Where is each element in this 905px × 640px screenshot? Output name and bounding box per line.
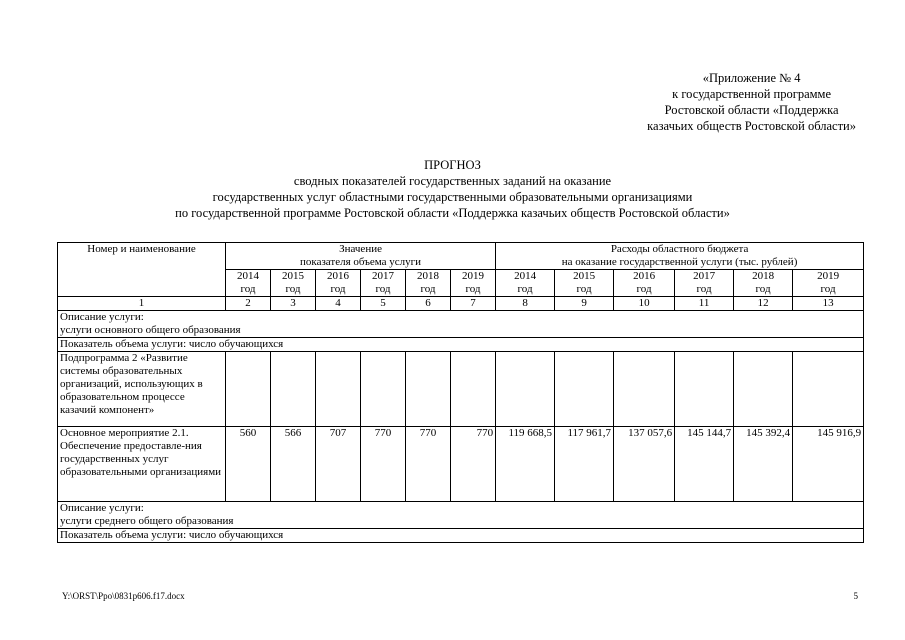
header-volume-line2: показателя объема услуги <box>300 256 422 268</box>
column-number: 8 <box>496 297 555 311</box>
column-number: 11 <box>675 297 734 311</box>
document-title <box>0 157 905 221</box>
volume-value: 566 <box>271 427 316 502</box>
year-cell: 2014 год <box>496 270 555 297</box>
volume-value: 770 <box>406 427 451 502</box>
expense-value: 117 961,7 <box>555 427 614 502</box>
forecast-table <box>57 242 864 543</box>
service-description-cell <box>58 311 864 338</box>
title-heading: ПРОГНОЗ <box>424 158 481 172</box>
empty-cell <box>614 352 675 427</box>
empty-cell <box>734 352 793 427</box>
header-name-cell: Номер и наименование <box>58 243 226 297</box>
header-volume-group <box>226 243 496 270</box>
column-number-row <box>58 297 864 311</box>
expense-value: 145 392,4 <box>734 427 793 502</box>
expense-value: 145 144,7 <box>675 427 734 502</box>
expense-value: 119 668,5 <box>496 427 555 502</box>
title-line: государственных услуг областными государственными образовательными организациями <box>212 190 693 204</box>
volume-value: 560 <box>226 427 271 502</box>
year-cell: 2015 год <box>555 270 614 297</box>
column-number: 13 <box>793 297 864 311</box>
year-cell: 2018 год <box>734 270 793 297</box>
empty-cell <box>316 352 361 427</box>
header-expense-line2: на оказание государственной услуги (тыс. рублей) <box>561 256 798 268</box>
column-number: 3 <box>271 297 316 311</box>
volume-value: 707 <box>316 427 361 502</box>
indicator-cell: Показатель объема услуги: число обучающихся <box>58 338 864 352</box>
year-cell: 2016 год <box>614 270 675 297</box>
empty-cell <box>451 352 496 427</box>
year-cell: 2017 год <box>361 270 406 297</box>
service-description-label: Описание услуги: <box>60 502 144 514</box>
column-number: 2 <box>226 297 271 311</box>
indicator-row <box>58 338 864 352</box>
column-number: 12 <box>734 297 793 311</box>
service-description-row <box>58 311 864 338</box>
volume-value: 770 <box>361 427 406 502</box>
empty-cell <box>555 352 614 427</box>
table-header-row <box>58 243 864 270</box>
service-description-text: услуги среднего общего образования <box>60 515 234 527</box>
expense-value: 145 916,9 <box>793 427 864 502</box>
empty-cell <box>675 352 734 427</box>
empty-cell <box>226 352 271 427</box>
column-number: 7 <box>451 297 496 311</box>
column-number: 10 <box>614 297 675 311</box>
empty-cell <box>406 352 451 427</box>
measure-row <box>58 427 864 502</box>
column-number: 5 <box>361 297 406 311</box>
empty-cell <box>496 352 555 427</box>
appendix-heading <box>647 70 856 134</box>
service-description-label: Описание услуги: <box>60 311 144 323</box>
year-cell: 2018 год <box>406 270 451 297</box>
header-volume-line1: Значение <box>339 243 382 255</box>
year-cell: 2014 год <box>226 270 271 297</box>
page-number: 5 <box>853 591 858 601</box>
appendix-line: к государственной программе <box>672 87 832 101</box>
indicator-row <box>58 529 864 543</box>
year-cell: 2015 год <box>271 270 316 297</box>
appendix-line: казачьих обществ Ростовской области» <box>647 119 856 133</box>
year-cell: 2016 год <box>316 270 361 297</box>
expense-value: 137 057,6 <box>614 427 675 502</box>
subprogram-row <box>58 352 864 427</box>
empty-cell <box>271 352 316 427</box>
empty-cell <box>793 352 864 427</box>
column-number: 6 <box>406 297 451 311</box>
empty-cell <box>361 352 406 427</box>
service-description-cell <box>58 502 864 529</box>
indicator-cell: Показатель объема услуги: число обучающихся <box>58 529 864 543</box>
subprogram-name: Подпрограмма 2 «Развитие системы образовательных организаций, использующих в образовательном процессе казачий компонент» <box>58 352 226 427</box>
measure-name: Основное мероприятие 2.1. Обеспечение предоставле-ния государственных услуг образовательными организациями <box>58 427 226 502</box>
year-cell: 2017 год <box>675 270 734 297</box>
header-expense-group <box>496 243 864 270</box>
year-cell: 2019 год <box>451 270 496 297</box>
service-description-text: услуги основного общего образования <box>60 324 241 336</box>
file-path: Y:\ORST\Ppo\0831p606.f17.docx <box>62 591 185 601</box>
appendix-line: «Приложение № 4 <box>702 71 801 85</box>
column-number: 1 <box>58 297 226 311</box>
service-description-row <box>58 502 864 529</box>
header-expense-line1: Расходы областного бюджета <box>610 243 749 255</box>
volume-value: 770 <box>451 427 496 502</box>
title-line: сводных показателей государственных заданий на оказание <box>293 174 612 188</box>
title-line: по государственной программе Ростовской области «Поддержка казачьих обществ Ростовской области» <box>175 206 730 220</box>
column-number: 4 <box>316 297 361 311</box>
appendix-line: Ростовской области «Поддержка <box>664 103 839 117</box>
year-cell: 2019 год <box>793 270 864 297</box>
column-number: 9 <box>555 297 614 311</box>
